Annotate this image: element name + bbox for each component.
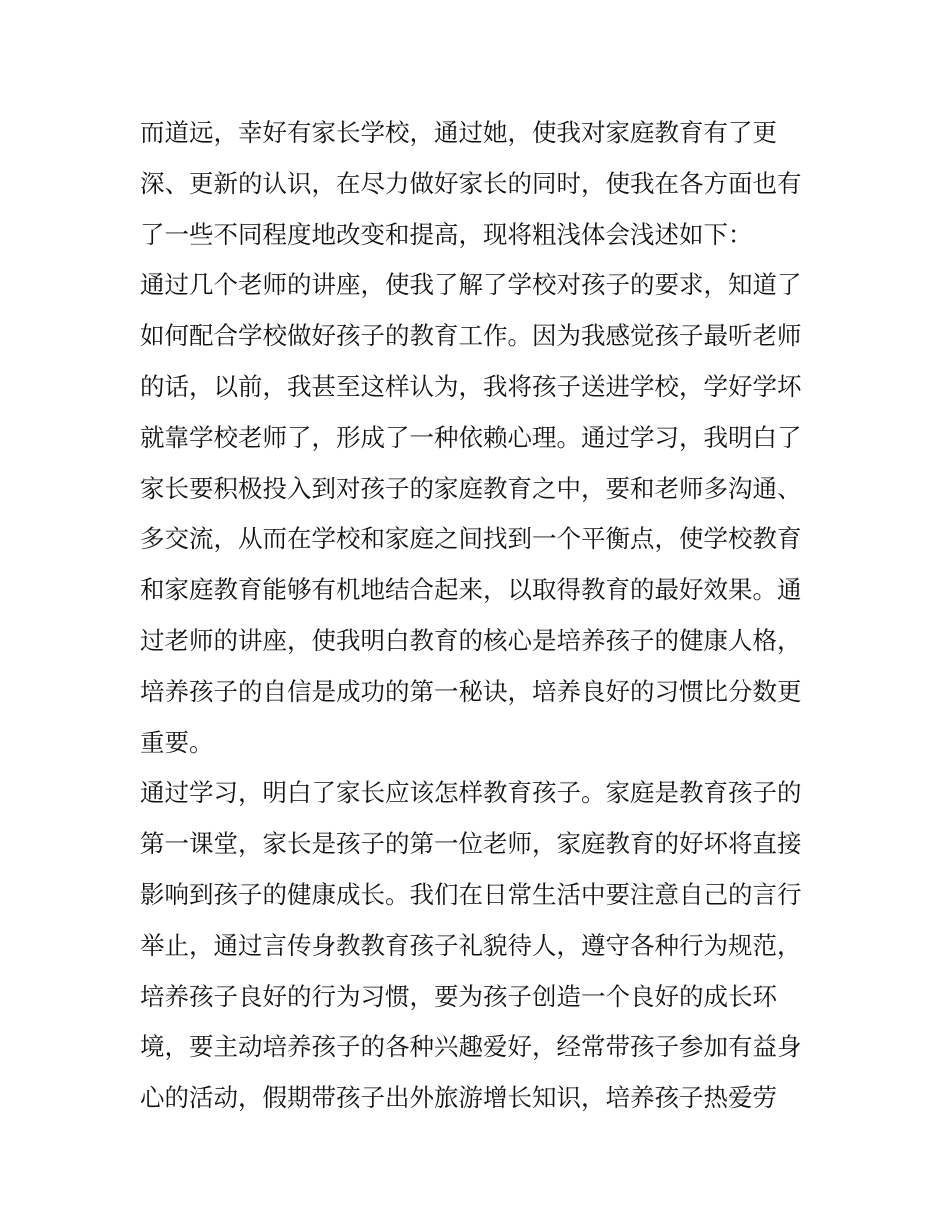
- text-line: 举止，通过言传身教教育孩子礼貌待人，遵守各种行为规范，: [140, 930, 802, 960]
- text-line: 就靠学校老师了，形成了一种依赖心理。通过学习，我明白了: [140, 422, 802, 452]
- text-line: 培养孩子的自信是成功的第一秘诀，培养良好的习惯比分数更: [140, 676, 802, 706]
- text-line: 过老师的讲座，使我明白教育的核心是培养孩子的健康人格，: [140, 625, 802, 655]
- text-line: 家长要积极投入到对孩子的家庭教育之中，要和老师多沟通、: [140, 473, 802, 503]
- text-line: 而道远，幸好有家长学校，通过她，使我对家庭教育有了更: [140, 118, 777, 147]
- text-line: 通过学习，明白了家长应该怎样教育孩子。家庭是教育孩子的: [140, 778, 802, 808]
- text-line: 影响到孩子的健康成长。我们在日常生活中要注意自己的言行: [140, 879, 802, 909]
- text-line: 了一些不同程度地改变和提高，现将粗浅体会浅述如下：: [140, 219, 753, 249]
- text-line: 境，要主动培养孩子的各种兴趣爱好，经常带孩子参加有益身: [140, 1032, 802, 1062]
- text-line: 的话，以前，我甚至这样认为，我将孩子送进学校，学好学坏: [140, 371, 802, 401]
- text-line: 培养孩子良好的行为习惯，要为孩子创造一个良好的成长环: [140, 981, 777, 1011]
- text-line: 和家庭教育能够有机地结合起来，以取得教育的最好效果。通: [140, 575, 802, 605]
- text-line: 重要。: [140, 727, 214, 757]
- text-line: 如何配合学校做好孩子的教育工作。因为我感觉孩子最听老师: [140, 321, 802, 351]
- text-line: 通过几个老师的讲座，使我了解了学校对孩子的要求，知道了: [140, 270, 802, 300]
- text-line: 多交流，从而在学校和家庭之间找到一个平衡点，使学校教育: [140, 524, 802, 554]
- text-line: 第一课堂，家长是孩子的第一位老师，家庭教育的好坏将直接: [140, 829, 802, 859]
- text-line: 深、更新的认识，在尽力做好家长的同时，使我在各方面也有: [140, 168, 802, 198]
- text-line: 心的活动，假期带孩子出外旅游增长知识，培养孩子热爱劳: [140, 1083, 777, 1113]
- document-body: [140, 108, 820, 1124]
